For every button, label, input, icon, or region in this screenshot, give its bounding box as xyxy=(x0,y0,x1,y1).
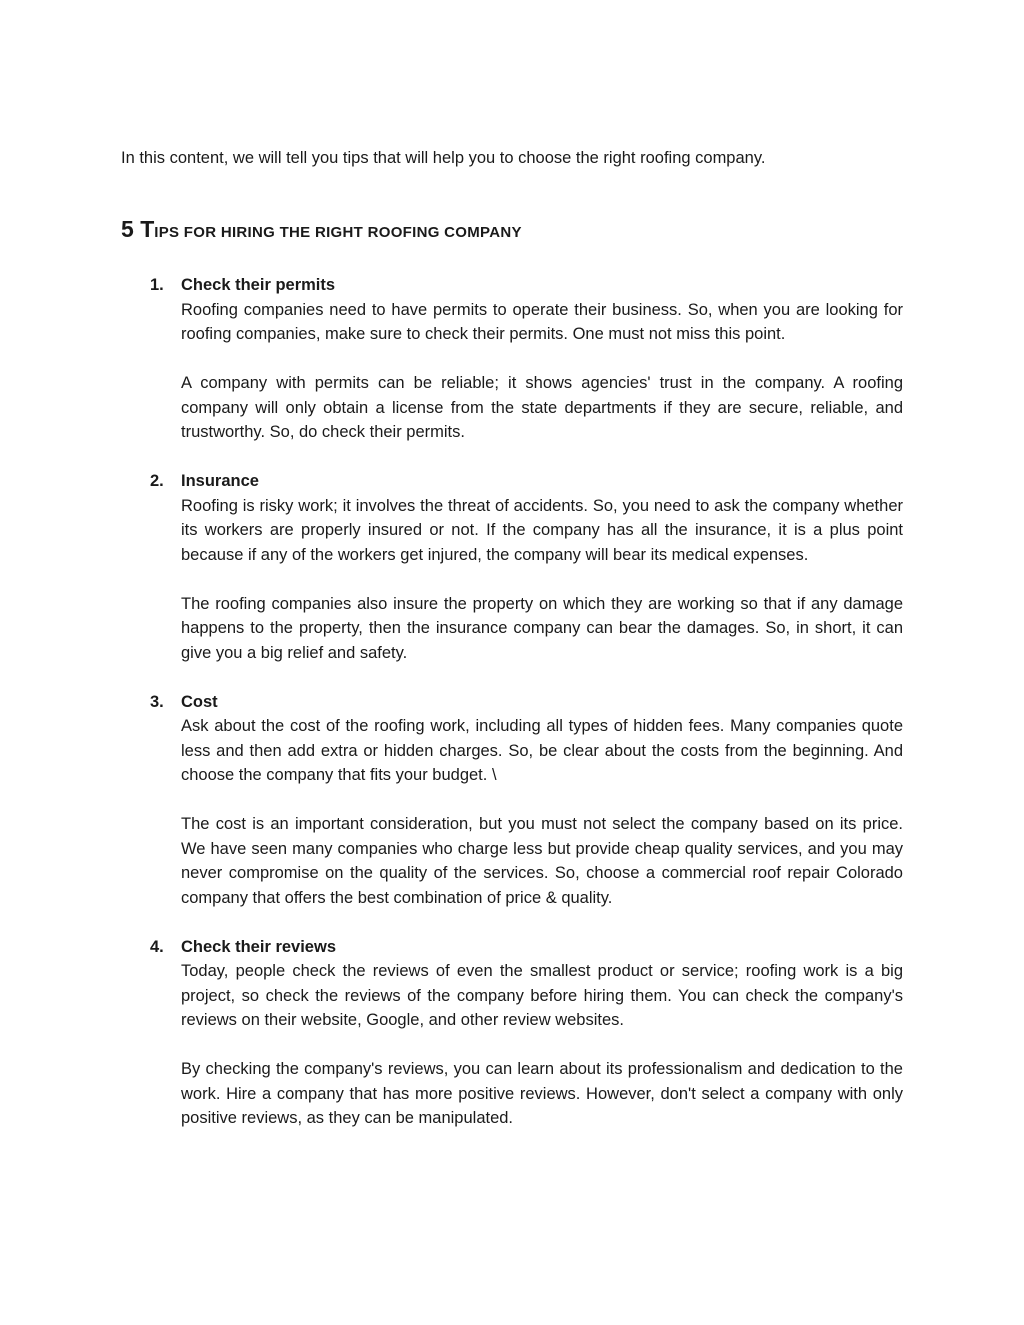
tip-paragraph: Ask about the cost of the roofing work, including all types of hidden fees. Many companies quote less and then add extra or hidden charges. So, be clear about the costs from the beginning. And choose the company that fits your budget. \ xyxy=(181,717,903,784)
heading-small-caps: IPS FOR HIRING THE RIGHT ROOFING COMPANY xyxy=(154,224,522,241)
tip-paragraph: The cost is an important consideration, but you must not select the company based on its price. We have seen many companies who charge less but provide cheap quality services, and you may never compromise on the quality of the services. So, choose a commercial roof repair Colorado company that offers the best combination of price & quality. xyxy=(181,815,903,907)
tip-paragraph: Today, people check the reviews of even the smallest product or service; roofing work is a big project, so check the reviews of the company before hiring them. You can check the company's reviews on their website, Google, and other review websites. xyxy=(181,962,903,1029)
tip-title: Cost xyxy=(181,692,218,711)
tip-item xyxy=(0,690,1024,911)
tip-item xyxy=(0,469,1024,665)
tip-body xyxy=(181,469,903,665)
tip-paragraph: The roofing companies also insure the property on which they are working so that if any damage happens to the property, then the insurance company can bear the damages. So, in short, it can give you a big relief and safety. xyxy=(181,594,903,662)
heading-first-letter: T xyxy=(140,216,155,242)
section-heading xyxy=(121,213,522,249)
tip-title: Check their reviews xyxy=(181,937,336,956)
tips-list xyxy=(0,273,1024,1155)
tip-body xyxy=(181,273,903,445)
tip-paragraph: By checking the company's reviews, you can learn about its professionalism and dedication to the work. Hire a company that has more positive reviews. However, don't select a company with only positive reviews, as they can be manipulated. xyxy=(181,1060,903,1127)
tip-title: Insurance xyxy=(181,472,259,490)
tip-number: 1. xyxy=(150,276,164,294)
tip-item xyxy=(0,273,1024,445)
tip-number: 2. xyxy=(150,472,164,490)
heading-number: 5 xyxy=(121,216,134,242)
intro-paragraph: In this content, we will tell you tips that will help you to choose the right roofing company. xyxy=(121,149,766,167)
tip-body xyxy=(181,935,903,1131)
tip-paragraph: Roofing companies need to have permits to operate their business. So, when you are looking for roofing companies, make sure to check their permits. One must not miss this point. xyxy=(181,300,903,343)
tip-paragraph: Roofing is risky work; it involves the threat of accidents. So, you need to ask the company whether its workers are properly insured or not. If the company has all the insurance, it is a plus point because if any of the workers get injured, the company will bear its medical expenses. xyxy=(181,496,903,564)
tip-item xyxy=(0,935,1024,1131)
tip-number: 3. xyxy=(150,692,164,711)
tip-number: 4. xyxy=(150,937,164,956)
tip-title: Check their permits xyxy=(181,276,336,294)
tip-body xyxy=(181,690,903,911)
tip-paragraph: A company with permits can be reliable; it shows agencies' trust in the company. A roofing company will only obtain a license from the state departments if they are secure, reliable, and trustworthy. So, do check their permits. xyxy=(181,374,903,441)
